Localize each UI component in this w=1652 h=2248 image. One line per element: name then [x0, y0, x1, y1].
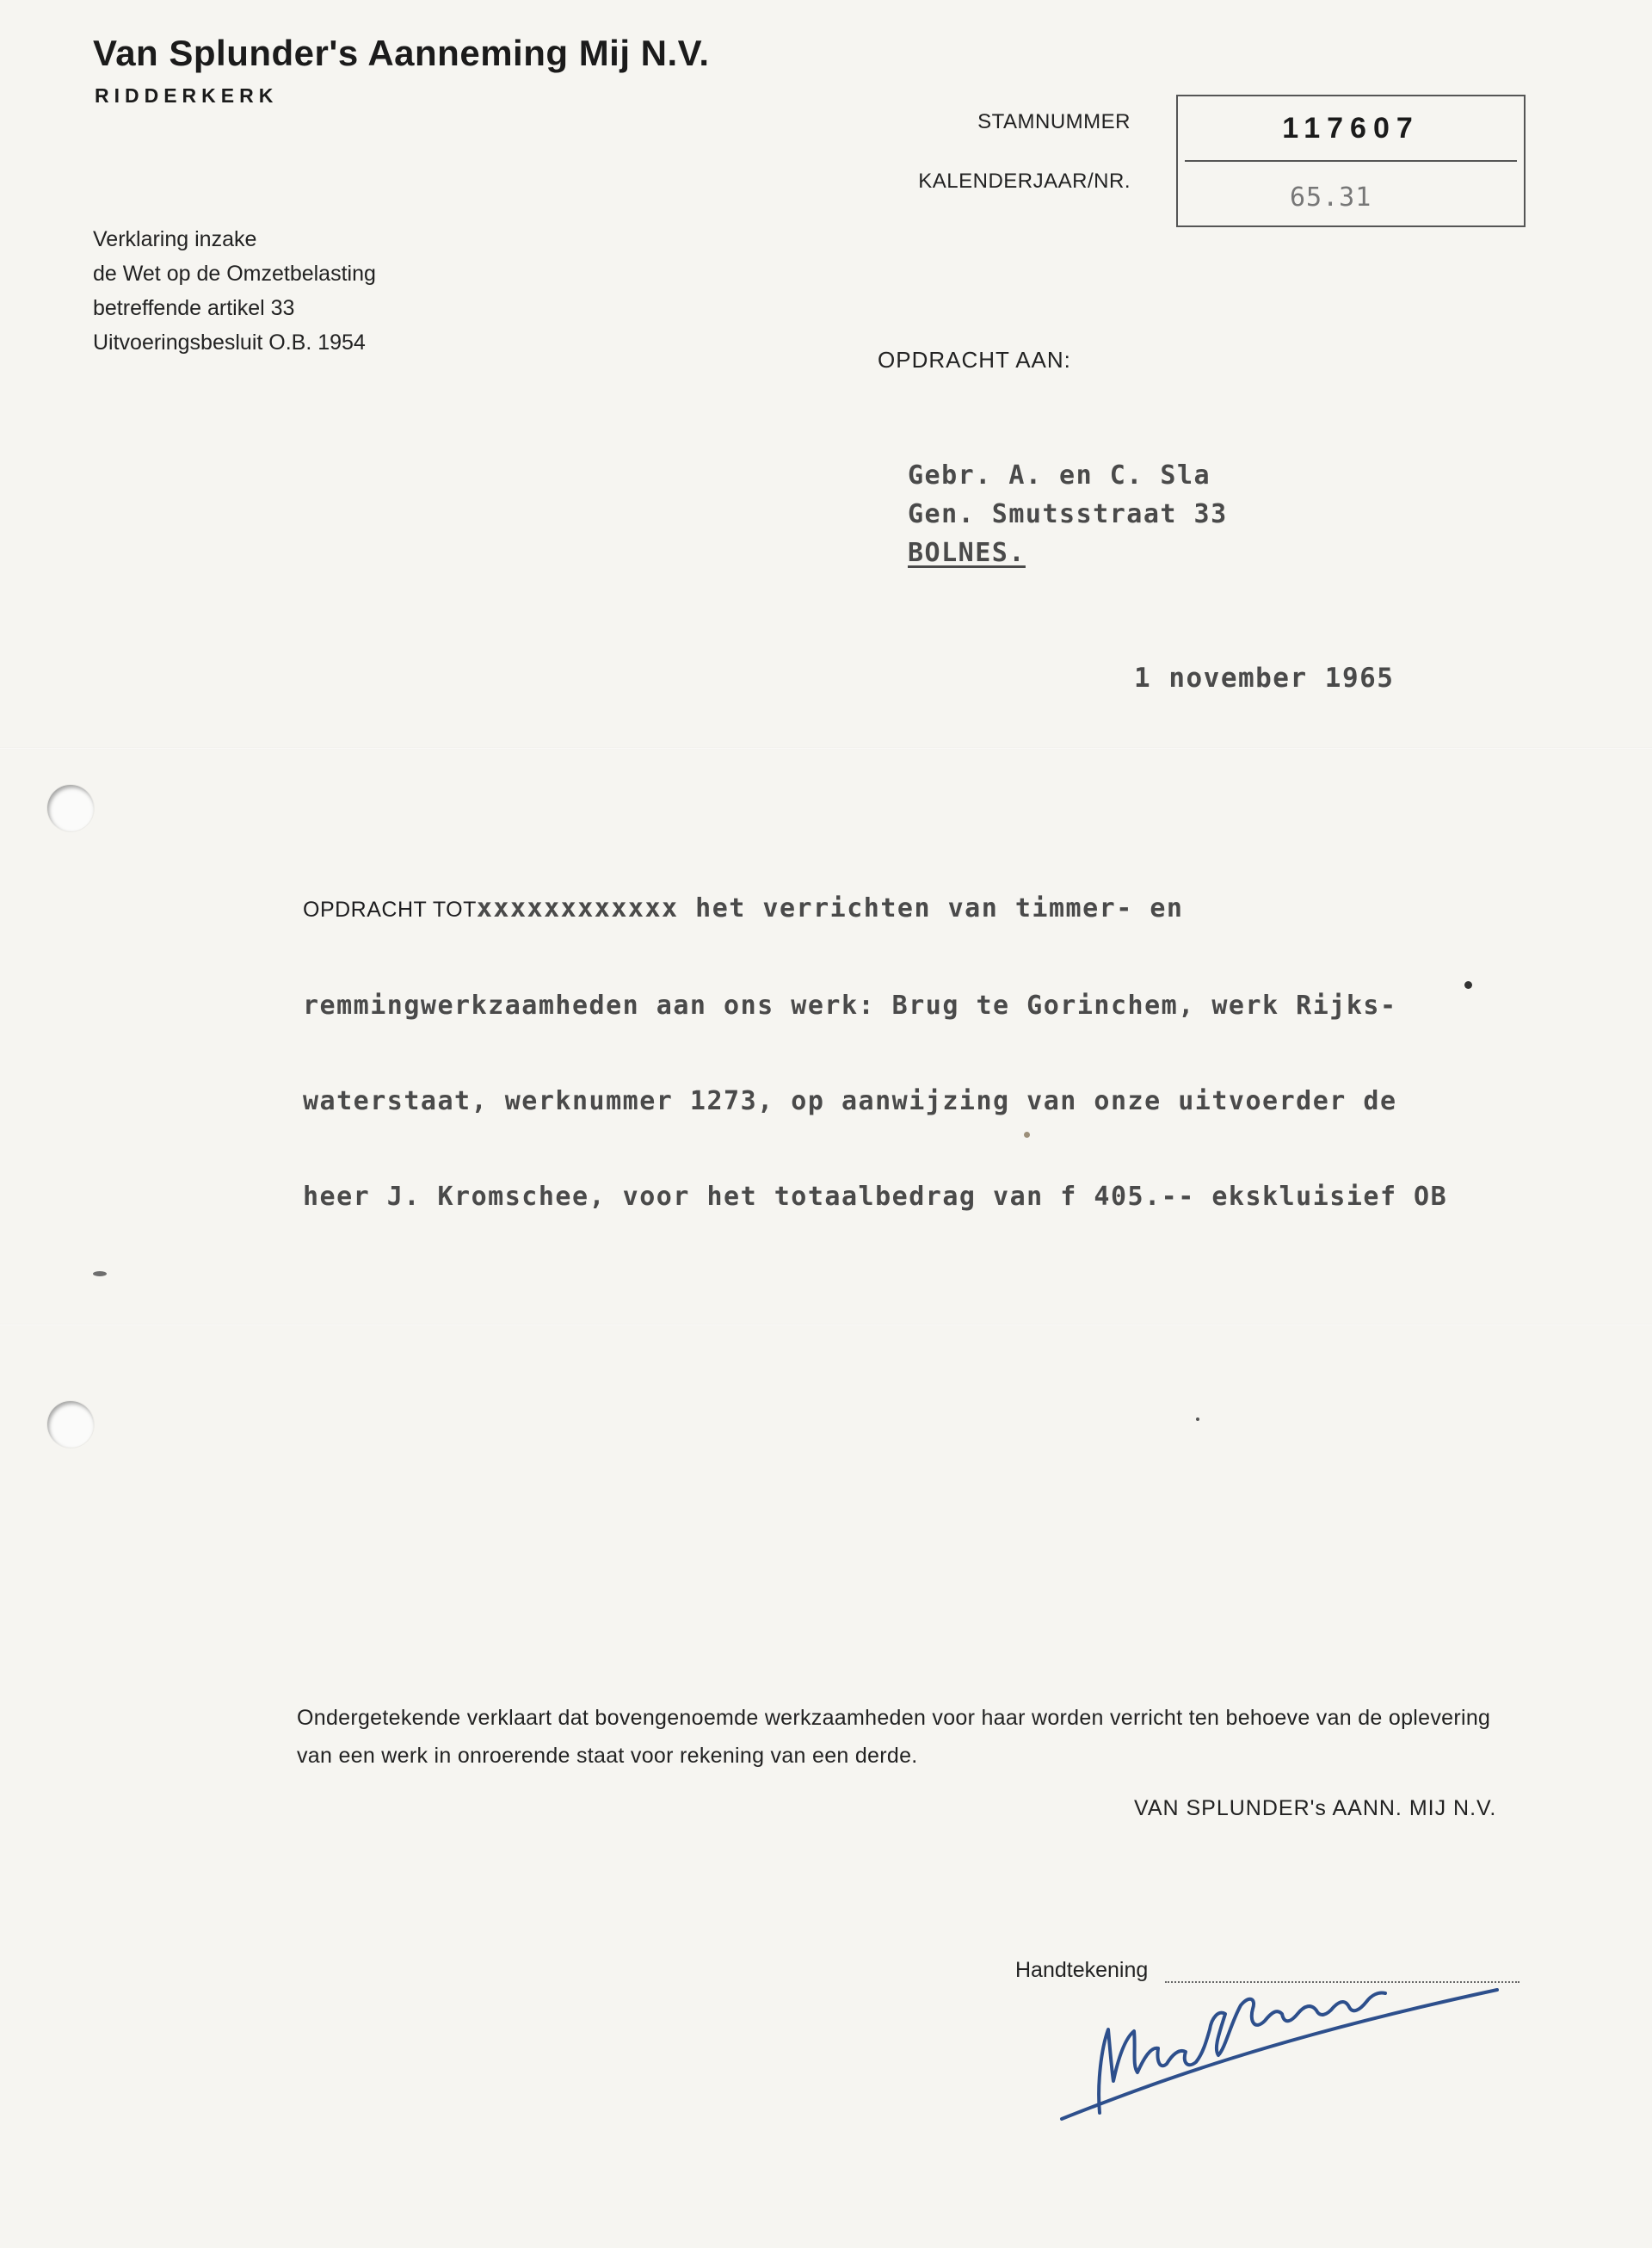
order-body — [303, 829, 1447, 1244]
declaration-line: Verklaring inzake — [93, 227, 257, 251]
registration-divider — [1185, 160, 1517, 162]
recipient-address — [908, 456, 1228, 572]
paper-fold-middle — [0, 1324, 1652, 1326]
handwritten-signature — [1050, 1928, 1514, 2134]
punch-hole-bottom — [47, 1401, 94, 1448]
declaration-line: Uitvoeringsbesluit O.B. 1954 — [93, 330, 366, 355]
body-line-1-text: xxxxxxxxxxxx het verrichten van timmer- en — [476, 893, 1184, 923]
punch-hole-top — [47, 785, 94, 831]
body-line-2: remmingwerkzaamheden aan ons werk: Brug te Gorinchem, werk Rijks- — [303, 991, 1397, 1021]
body-line-3: waterstaat, werknummer 1273, op aanwijzing van onze uitvoerder de — [303, 1086, 1397, 1116]
declaration-line: de Wet op de Omzetbelasting — [93, 262, 376, 286]
opdracht-aan-label: OPDRACHT AAN: — [878, 347, 1071, 373]
paper-speck — [93, 1271, 107, 1276]
company-city: RIDDERKERK — [95, 84, 279, 107]
statement-text: Ondergetekende verklaart dat bovengenoemde werkzaamheden voor haar worden verricht ten behoeve van de oplevering van een werk in onroerende staat voor rekening van een derde. — [297, 1706, 1491, 1768]
paper-speck — [1196, 1417, 1199, 1421]
registration-box — [1176, 95, 1526, 227]
recipient-line: Gebr. A. en C. Sla — [908, 460, 1211, 491]
stamnummer-value: 117607 — [1282, 112, 1420, 145]
body-line-4: heer J. Kromschee, voor het totaalbedrag van f 405.-- ekskluisief OB — [303, 1182, 1448, 1212]
signature-label: Handtekening — [1015, 1958, 1149, 1982]
company-name: Van Splunder's Aanneming Mij N.V. — [93, 33, 710, 73]
declaration-line: betreffende artikel 33 — [93, 296, 295, 320]
paper-speck — [1464, 981, 1472, 989]
body-line-1 — [303, 892, 1447, 926]
stamnummer-label: STAMNUMMER — [977, 110, 1131, 133]
opdracht-tot-label: OPDRACHT TOT — [303, 898, 477, 922]
signatory-name: VAN SPLUNDER's AANN. MIJ N.V. — [1134, 1796, 1497, 1820]
paper-fold-top — [0, 747, 1652, 750]
recipient-city: BOLNES. — [908, 538, 1026, 568]
letter-date: 1 november 1965 — [1134, 663, 1395, 694]
kalenderjaar-value: 65.31 — [1290, 182, 1372, 213]
recipient-line: Gen. Smutsstraat 33 — [908, 499, 1228, 529]
kalenderjaar-label: KALENDERJAAR/NR. — [918, 170, 1131, 193]
declaration-block — [93, 222, 376, 360]
